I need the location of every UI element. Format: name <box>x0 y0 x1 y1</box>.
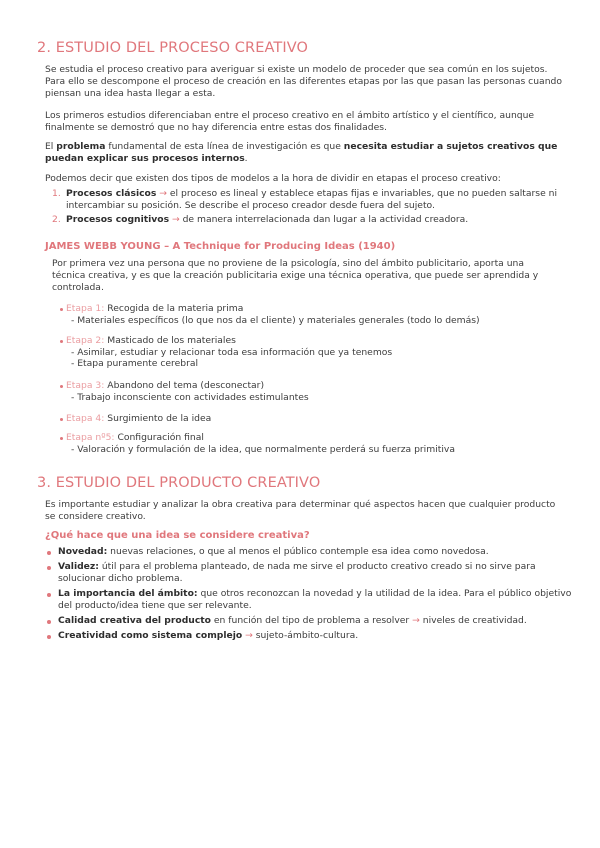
stage-detail: - Etapa puramente cerebral <box>71 358 199 369</box>
criteria-text: en función del tipo de problema a resolver <box>210 615 413 626</box>
list-item <box>52 214 572 226</box>
criteria-name: Calidad creativa del producto <box>58 615 211 626</box>
p3-text-c: fundamental de esta línea de investigación es que <box>105 141 344 152</box>
section-3-title: 3. ESTUDIO DEL PRODUCTO CREATIVO <box>37 475 321 491</box>
arrow-icon: → <box>245 630 253 641</box>
p3-text-a: El <box>45 141 57 152</box>
stage-label: Etapa 3: <box>66 380 105 391</box>
list-item <box>45 561 575 585</box>
list-item <box>45 630 575 642</box>
stage-label: Etapa 1: <box>66 303 105 314</box>
criteria-name: Creatividad como sistema complejo <box>58 630 243 641</box>
list-item <box>45 588 575 612</box>
criteria-tail: sujeto-ámbito-cultura. <box>252 630 359 641</box>
section-3-paragraph-1: Es importante estudiar y analizar la obra creativa para determinar qué aspectos hacen que cualquier producto se considere creativo. <box>45 499 556 522</box>
criteria-name: Novedad: <box>58 546 108 557</box>
arrow-icon: → <box>171 214 180 225</box>
jwy-subheading: JAMES WEBB YOUNG – A Technique for Producing Ideas (1940) <box>45 241 396 252</box>
criteria-text: útil para el problema planteado, de nada me sirve el producto creativo creado si no sirve para solucionar dicho problema. <box>58 561 536 584</box>
section-2-title: 2. ESTUDIO DEL PROCESO CREATIVO <box>37 40 308 56</box>
stage-title: Masticado de los materiales <box>107 335 236 346</box>
stage-title: Surgimiento de la idea <box>107 413 212 424</box>
stage-3 <box>60 380 560 403</box>
list-item <box>45 615 575 627</box>
stage-1 <box>60 303 560 326</box>
list-number: 2. <box>52 214 61 225</box>
p3-bold-necesita: necesita estudiar a sujetos creativos que puedan explicar sus procesos internos <box>45 141 558 164</box>
list-item <box>52 188 572 212</box>
p3-text-e: . <box>244 153 248 164</box>
model-description: de manera interrelacionada dan lugar a la actividad creadora. <box>179 214 469 225</box>
model-description: el proceso es lineal y establece etapas fijas e invariables, que no pueden saltarse ni intercambiar su posición. Se describe el proceso creador desde fuera del sujeto. <box>66 188 558 211</box>
model-name: Procesos clásicos <box>66 188 157 199</box>
section-2-paragraph-4: Podemos decir que existen dos tipos de modelos a la hora de dividir en etapas el proceso creativo: <box>45 173 501 184</box>
arrow-icon: → <box>159 188 167 199</box>
stage-detail: - Materiales específicos (lo que nos da el cliente) y materiales generales (todo lo demás) <box>71 314 480 326</box>
arrow-icon: → <box>412 615 420 626</box>
stage-detail: - Valoración y formulación de la idea, que normalmente perderá su fuerza primitiva <box>71 443 455 455</box>
stage-detail: - Trabajo inconsciente con actividades estimulantes <box>71 391 309 403</box>
criteria-list <box>45 546 575 645</box>
stage-label: Etapa nº5: <box>66 432 115 443</box>
section-2-paragraph-3 <box>45 141 565 165</box>
list-item <box>45 546 575 558</box>
creative-question: ¿Qué hace que una idea se considere creativa? <box>45 530 310 541</box>
criteria-name: Validez: <box>58 561 99 572</box>
stage-5 <box>60 432 560 455</box>
jwy-paragraph: Por primera vez una persona que no proviene de la psicología, sino del ámbito publicitario, aporta una técnica creativa, y es que la creación publicitaria exige una técnica operativa, que puede ser aprendida y controlada. <box>52 258 539 293</box>
stage-title: Abandono del tema (desconectar) <box>107 380 265 391</box>
p3-bold-problema: problema <box>56 141 106 152</box>
stage-detail: - Asimilar, estudiar y relacionar toda esa información que ya tenemos <box>71 346 393 358</box>
criteria-name: La importancia del ámbito: <box>58 588 198 599</box>
criteria-tail: niveles de creatividad. <box>419 615 527 626</box>
stage-title: Recogida de la materia prima <box>107 303 244 314</box>
stage-2 <box>60 335 560 370</box>
stage-label: Etapa 4: <box>66 413 105 424</box>
criteria-text: nuevas relaciones, o que al menos el público contemple esa idea como novedosa. <box>107 546 489 557</box>
criteria-text: que otros reconozcan la novedad y la utilidad de la idea. Para el público objetivo del producto/idea tiene que ser relevante. <box>58 588 572 611</box>
model-name: Procesos cognitivos <box>66 214 170 225</box>
stage-4 <box>60 413 560 425</box>
models-list <box>52 188 572 228</box>
stage-label: Etapa 2: <box>66 335 105 346</box>
list-number: 1. <box>52 188 61 199</box>
section-2-paragraph-1: Se estudia el proceso creativo para averiguar si existe un modelo de proceder que sea común en los sujetos. Para ello se descompone el proceso de creación en las diferentes etapas por las que pasan las personas cuando piensan una idea hasta llegar a esta. <box>45 64 562 99</box>
stage-title: Configuración final <box>117 432 204 443</box>
section-2-paragraph-2: Los primeros estudios diferenciaban entre el proceso creativo en el ámbito artístico y el científico, aunque finalmente se demostró que no hay diferencia entre estas dos finalidades. <box>45 110 535 133</box>
